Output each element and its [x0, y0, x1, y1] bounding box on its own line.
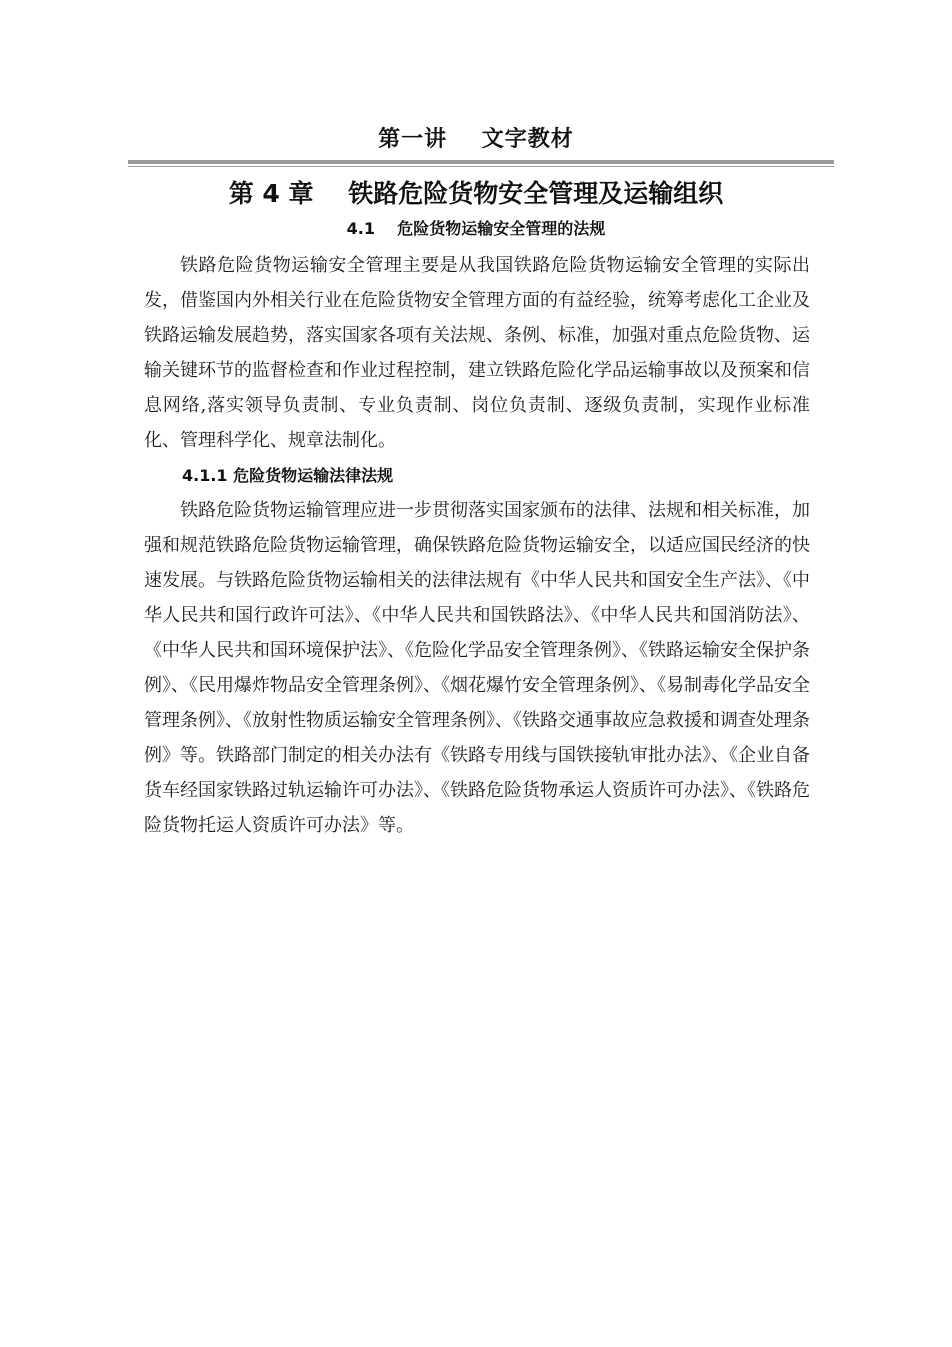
section-title: 4.1 危险货物运输安全管理的法规 — [346, 219, 606, 238]
intro-paragraph: 铁路危险货物运输安全管理主要是从我国铁路危险货物运输安全管理的实际出发，借鉴国内外相关行业在危险货物安全管理方面的有益经验，统筹考虑化工企业及铁路运输发展趋势，落实国家各项有关法规、条例、标准，加强对重点危险货物、运输关键环节的监督检查和作业过程控制，建立铁路危险化学品运输事故以及预案和信息网络,落实领导负责制、专业负责制、岗位负责制、逐级负责制，实现作业标准化、管理科学化、规章法制化。 — [144, 255, 810, 451]
laws-paragraph: 铁路危险货物运输管理应进一步贯彻落实国家颁布的法律、法规和相关标准，加强和规范铁路危险货物运输管理，确保铁路危险货物运输安全，以适应国民经济的快速发展。与铁路危险货物运输相关的法律法规有《中华人民共和国安全生产法》、《中华人民共和国行政许可法》、《中华人民共和国铁路法》、《中华人民共和国消防法》、《中华人民共和国环境保护法》、《危险化学品安全管理条例》、《铁路运输安全保护条例》、《民用爆炸物品安全管理条例》、《烟花爆竹安全管理条例》、《易制毒化学品安全管理条例》、《放射性物质运输安全管理条例》、《铁路交通事故应急救援和调查处理条例》等。铁路部门制定的相关办法有《铁路专用线与国铁接轨审批办法》、《企业自备货车经国家铁路过轨运输许可办法》、《铁路危险货物承运人资质许可办法》、《铁路危险货物托运人资质许可办法》等。 — [144, 500, 810, 836]
header-divider-thin-line — [128, 166, 834, 167]
header-divider-thick-line — [128, 160, 834, 164]
chapter-title: 第 4 章 铁路危险货物安全管理及运输组织 — [228, 179, 724, 208]
lecture-header-title: 第一讲 文字教材 — [378, 127, 574, 152]
subsection-title: 4.1.1 危险货物运输法律法规 — [182, 466, 394, 485]
body-content — [144, 248, 810, 843]
header-divider — [128, 160, 834, 167]
